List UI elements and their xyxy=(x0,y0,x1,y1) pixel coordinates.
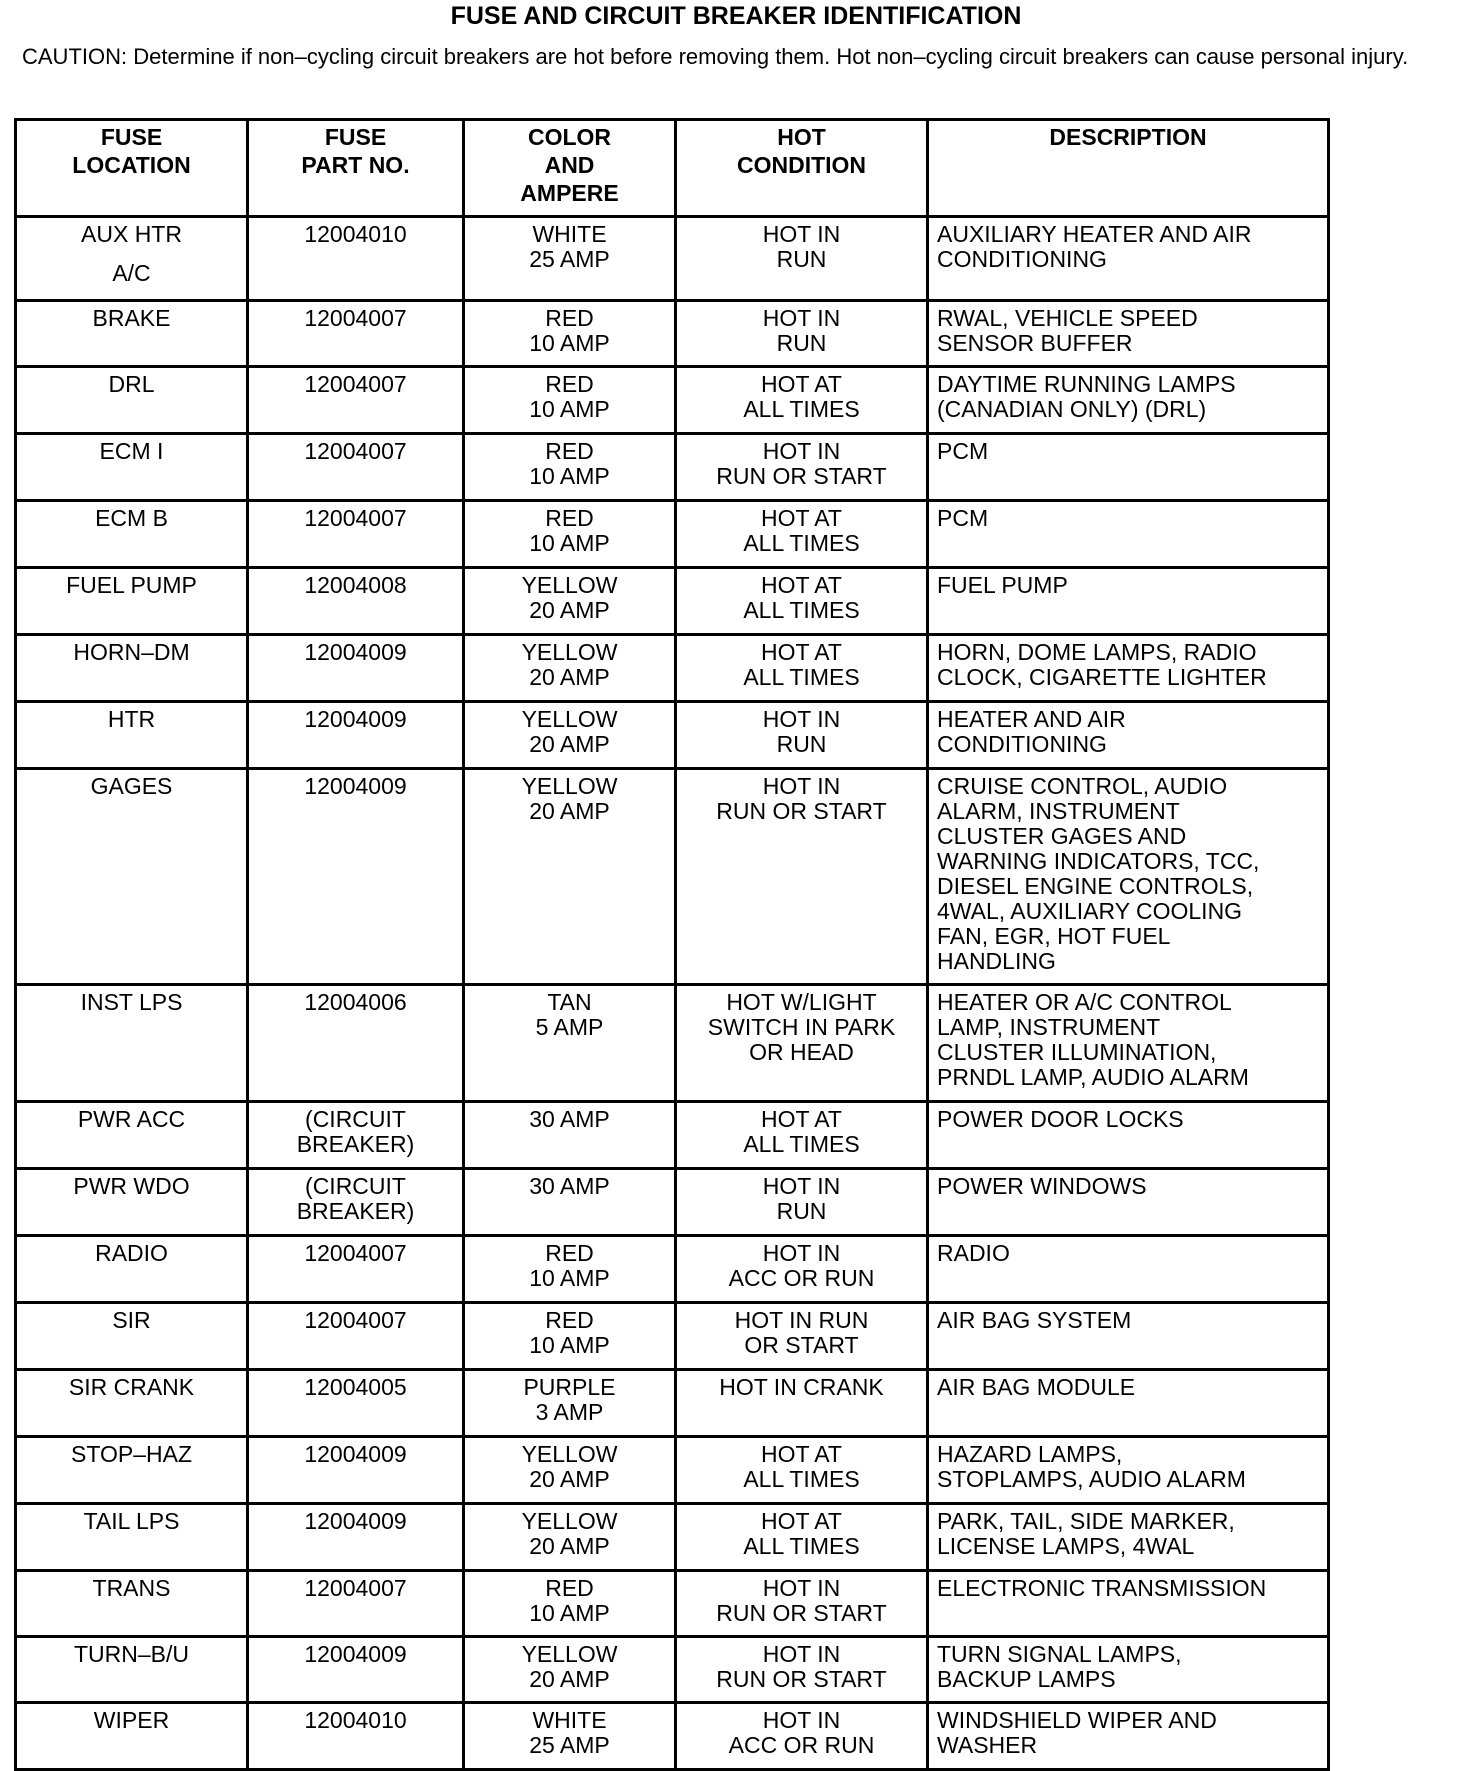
hot-condition-cell-text: HOT IN ACC OR RUN xyxy=(728,1707,875,1758)
fuse-location-cell-text: INST LPS xyxy=(80,989,183,1015)
hot-condition-cell-text: HOT AT ALL TIMES xyxy=(743,639,860,690)
description-cell-text: FUEL PUMP xyxy=(937,572,1068,598)
color-ampere-cell-text: TAN 5 AMP xyxy=(535,989,604,1040)
fuse-part-no-cell xyxy=(248,702,464,769)
hot-condition-cell-text: HOT AT ALL TIMES xyxy=(743,1106,860,1157)
table-row xyxy=(16,702,1329,769)
fuse-location-cell-text: PWR WDO xyxy=(73,1173,190,1199)
description-cell-text: HEATER AND AIR CONDITIONING xyxy=(937,706,1126,757)
fuse-location-cell xyxy=(16,434,248,501)
description-cell xyxy=(928,568,1329,635)
fuse-location-cell xyxy=(16,217,248,301)
color-ampere-cell xyxy=(464,702,676,769)
description-cell xyxy=(928,434,1329,501)
fuse-location-cell-text: HORN–DM xyxy=(73,639,190,665)
fuse-location-cell-text: GAGES xyxy=(90,773,173,799)
fuse-location-cell xyxy=(16,1169,248,1236)
description-cell-text: WINDSHIELD WIPER AND WASHER xyxy=(937,1707,1217,1758)
fuse-part-no-cell-text: 12004006 xyxy=(304,989,407,1015)
color-ampere-cell-text: 30 AMP xyxy=(529,1173,610,1199)
fuse-location-cell-text: STOP–HAZ xyxy=(71,1441,192,1467)
fuse-location-cell-text: PWR ACC xyxy=(77,1106,186,1132)
caution-note: CAUTION: Determine if non–cycling circuit breakers are hot before removing them. Hot non–cycling circuit breakers can cause personal injury. xyxy=(22,44,1409,69)
description-cell xyxy=(928,301,1329,367)
fuse-location-cell xyxy=(16,985,248,1102)
table-row xyxy=(16,985,1329,1102)
fuse-location-cell xyxy=(16,1236,248,1303)
fuse-location-cell xyxy=(16,1703,248,1770)
fuse-part-no-cell xyxy=(248,1303,464,1370)
color-ampere-cell xyxy=(464,1169,676,1236)
description-cell-text: HEATER OR A/C CONTROL LAMP, INSTRUMENT CLUSTER ILLUMINATION, PRNDL LAMP, AUDIO ALARM xyxy=(937,989,1249,1090)
description-cell xyxy=(928,217,1329,301)
fuse-location-cell-text: TAIL LPS xyxy=(83,1508,180,1534)
fuse-location-subtext: A/C xyxy=(112,260,151,286)
color-ampere-cell xyxy=(464,367,676,434)
header-hot-condition: HOT CONDITION xyxy=(676,120,928,217)
description-cell-text: AIR BAG MODULE xyxy=(937,1374,1136,1400)
description-cell-text: RWAL, VEHICLE SPEED SENSOR BUFFER xyxy=(937,305,1198,356)
description-cell xyxy=(928,635,1329,702)
fuse-part-no-cell xyxy=(248,635,464,702)
description-cell-text: PARK, TAIL, SIDE MARKER, LICENSE LAMPS, 4WAL xyxy=(937,1508,1235,1559)
fuse-location-cell xyxy=(16,769,248,985)
color-ampere-cell xyxy=(464,1102,676,1169)
hot-condition-cell xyxy=(676,1504,928,1571)
table-row xyxy=(16,1102,1329,1169)
description-cell xyxy=(928,1169,1329,1236)
fuse-part-no-cell xyxy=(248,301,464,367)
color-ampere-cell xyxy=(464,769,676,985)
description-cell xyxy=(928,985,1329,1102)
color-ampere-cell-text: RED 10 AMP xyxy=(529,438,610,489)
hot-condition-cell xyxy=(676,1303,928,1370)
color-ampere-cell xyxy=(464,1370,676,1437)
hot-condition-cell-text: HOT IN RUN OR START xyxy=(734,1307,869,1358)
hot-condition-cell xyxy=(676,1437,928,1504)
fuse-location-cell-text: SIR CRANK xyxy=(68,1374,195,1400)
description-cell-text: PCM xyxy=(937,438,989,464)
color-ampere-cell-text: YELLOW 20 AMP xyxy=(521,639,618,690)
hot-condition-cell xyxy=(676,434,928,501)
fuse-location-cell xyxy=(16,1437,248,1504)
color-ampere-cell-text: RED 10 AMP xyxy=(529,305,610,356)
color-ampere-cell-text: RED 10 AMP xyxy=(529,1240,610,1291)
fuse-part-no-cell-text: 12004010 xyxy=(304,221,407,247)
hot-condition-cell xyxy=(676,1571,928,1637)
fuse-part-no-cell-text: (CIRCUIT BREAKER) xyxy=(296,1106,415,1157)
fuse-location-cell-text: TURN–B/U xyxy=(73,1641,189,1667)
description-cell xyxy=(928,702,1329,769)
fuse-part-no-cell-text: 12004007 xyxy=(304,371,407,397)
description-cell xyxy=(928,1236,1329,1303)
hot-condition-cell-text: HOT W/LIGHT SWITCH IN PARK OR HEAD xyxy=(707,989,896,1065)
description-cell xyxy=(928,1703,1329,1770)
fuse-location-cell-text: HTR xyxy=(107,706,156,732)
fuse-part-no-cell-text: 12004009 xyxy=(304,639,407,665)
color-ampere-cell xyxy=(464,434,676,501)
fuse-location-cell xyxy=(16,1504,248,1571)
fuse-part-no-cell xyxy=(248,1102,464,1169)
fuse-part-no-cell-text: 12004009 xyxy=(304,1641,407,1667)
table-row xyxy=(16,1703,1329,1770)
header-description: DESCRIPTION xyxy=(928,120,1329,217)
fuse-location-cell xyxy=(16,1571,248,1637)
table-row xyxy=(16,1571,1329,1637)
description-cell-text: POWER DOOR LOCKS xyxy=(937,1106,1184,1132)
header-fuse-location: FUSE LOCATION xyxy=(16,120,248,217)
description-cell xyxy=(928,1437,1329,1504)
header-fuse-part-no: FUSE PART NO. xyxy=(248,120,464,217)
fuse-part-no-cell-text: 12004007 xyxy=(304,1307,407,1333)
hot-condition-cell-text: HOT IN RUN OR START xyxy=(716,438,887,489)
fuse-part-no-cell-text: 12004009 xyxy=(304,773,407,799)
table-header-row xyxy=(16,120,1329,217)
description-cell-text: AIR BAG SYSTEM xyxy=(937,1307,1132,1333)
hot-condition-cell xyxy=(676,1703,928,1770)
page-title: FUSE AND CIRCUIT BREAKER IDENTIFICATION xyxy=(450,2,1022,30)
fuse-part-no-cell xyxy=(248,1504,464,1571)
fuse-location-cell xyxy=(16,367,248,434)
hot-condition-cell xyxy=(676,1370,928,1437)
color-ampere-cell xyxy=(464,217,676,301)
table-row xyxy=(16,1637,1329,1703)
fuse-part-no-cell-text: 12004008 xyxy=(304,572,407,598)
color-ampere-cell-text: YELLOW 20 AMP xyxy=(521,1641,618,1692)
fuse-location-cell xyxy=(16,501,248,568)
hot-condition-cell xyxy=(676,501,928,568)
description-cell xyxy=(928,501,1329,568)
fuse-part-no-cell xyxy=(248,1637,464,1703)
hot-condition-cell-text: HOT IN CRANK xyxy=(719,1374,884,1400)
fuse-part-no-cell-text: 12004010 xyxy=(304,1707,407,1733)
table-row xyxy=(16,301,1329,367)
color-ampere-cell-text: YELLOW 20 AMP xyxy=(521,1508,618,1559)
fuse-part-no-cell-text: 12004007 xyxy=(304,438,407,464)
table-row xyxy=(16,434,1329,501)
description-cell-text: HAZARD LAMPS, STOPLAMPS, AUDIO ALARM xyxy=(937,1441,1246,1492)
color-ampere-cell xyxy=(464,501,676,568)
color-ampere-cell xyxy=(464,1637,676,1703)
fuse-table xyxy=(14,118,1330,1771)
description-cell-text: POWER WINDOWS xyxy=(937,1173,1147,1199)
fuse-part-no-cell xyxy=(248,1571,464,1637)
color-ampere-cell-text: RED 10 AMP xyxy=(529,1307,610,1358)
color-ampere-cell xyxy=(464,1571,676,1637)
hot-condition-cell xyxy=(676,1102,928,1169)
color-ampere-cell-text: YELLOW 20 AMP xyxy=(521,572,618,623)
fuse-part-no-cell-text: 12004007 xyxy=(304,305,407,331)
table-row xyxy=(16,568,1329,635)
fuse-part-no-cell-text: 12004005 xyxy=(304,1374,407,1400)
fuse-location-cell xyxy=(16,301,248,367)
hot-condition-cell xyxy=(676,568,928,635)
fuse-location-cell-text: DRL xyxy=(108,371,155,397)
fuse-location-cell xyxy=(16,1637,248,1703)
color-ampere-cell xyxy=(464,1303,676,1370)
color-ampere-cell-text: RED 10 AMP xyxy=(529,371,610,422)
fuse-part-no-cell xyxy=(248,367,464,434)
header-color-ampere: COLOR AND AMPERE xyxy=(464,120,676,217)
table-row xyxy=(16,1504,1329,1571)
hot-condition-cell xyxy=(676,769,928,985)
color-ampere-cell-text: WHITE 25 AMP xyxy=(529,1707,610,1758)
fuse-location-cell xyxy=(16,1102,248,1169)
table-row xyxy=(16,367,1329,434)
fuse-location-cell xyxy=(16,702,248,769)
description-cell xyxy=(928,769,1329,985)
table-row xyxy=(16,635,1329,702)
fuse-location-cell-text: FUEL PUMP xyxy=(66,572,197,598)
description-cell-text: HORN, DOME LAMPS, RADIO CLOCK, CIGARETTE LIGHTER xyxy=(937,639,1267,690)
description-cell-text: AUXILIARY HEATER AND AIR CONDITIONING xyxy=(937,221,1252,272)
description-cell xyxy=(928,1637,1329,1703)
color-ampere-cell xyxy=(464,985,676,1102)
hot-condition-cell xyxy=(676,635,928,702)
hot-condition-cell-text: HOT IN RUN xyxy=(762,706,841,757)
color-ampere-cell xyxy=(464,568,676,635)
description-cell-text: ELECTRONIC TRANSMISSION xyxy=(937,1575,1267,1601)
color-ampere-cell-text: PURPLE 3 AMP xyxy=(523,1374,616,1425)
description-cell-text: CRUISE CONTROL, AUDIO ALARM, INSTRUMENT CLUSTER GAGES AND WARNING INDICATORS, TCC, DIESEL ENGINE CONTROLS, 4WAL, AUXILIARY COOLING FAN, EGR, HOT FUEL HANDLING xyxy=(937,773,1260,974)
hot-condition-cell-text: HOT AT ALL TIMES xyxy=(743,572,860,623)
table-row xyxy=(16,769,1329,985)
table-row xyxy=(16,1437,1329,1504)
hot-condition-cell-text: HOT IN RUN xyxy=(762,221,841,272)
fuse-location-cell-text: BRAKE xyxy=(92,305,171,331)
hot-condition-cell xyxy=(676,1169,928,1236)
color-ampere-cell xyxy=(464,1437,676,1504)
fuse-part-no-cell-text: 12004007 xyxy=(304,505,407,531)
hot-condition-cell-text: HOT IN RUN xyxy=(762,1173,841,1224)
fuse-part-no-cell xyxy=(248,1236,464,1303)
description-cell-text: PCM xyxy=(937,505,989,531)
hot-condition-cell-text: HOT AT ALL TIMES xyxy=(743,1508,860,1559)
table-row xyxy=(16,1370,1329,1437)
fuse-part-no-cell xyxy=(248,1437,464,1504)
hot-condition-cell-text: HOT IN RUN OR START xyxy=(716,773,887,824)
color-ampere-cell xyxy=(464,301,676,367)
hot-condition-cell xyxy=(676,702,928,769)
table-row xyxy=(16,1169,1329,1236)
color-ampere-cell-text: RED 10 AMP xyxy=(529,1575,610,1626)
hot-condition-cell-text: HOT IN RUN OR START xyxy=(716,1575,887,1626)
description-cell xyxy=(928,1571,1329,1637)
description-cell xyxy=(928,1102,1329,1169)
color-ampere-cell-text: WHITE 25 AMP xyxy=(529,221,610,272)
fuse-part-no-cell xyxy=(248,568,464,635)
color-ampere-cell xyxy=(464,1703,676,1770)
description-cell xyxy=(928,367,1329,434)
fuse-location-cell xyxy=(16,568,248,635)
fuse-part-no-cell xyxy=(248,434,464,501)
fuse-location-cell xyxy=(16,1370,248,1437)
fuse-part-no-cell-text: 12004009 xyxy=(304,1441,407,1467)
description-cell-text: DAYTIME RUNNING LAMPS (CANADIAN ONLY) (DRL) xyxy=(937,371,1236,422)
fuse-location-cell-text: ECM B xyxy=(95,505,168,531)
hot-condition-cell-text: HOT IN ACC OR RUN xyxy=(728,1240,875,1291)
fuse-location-cell-text: AUX HTR xyxy=(81,221,182,247)
hot-condition-cell xyxy=(676,301,928,367)
fuse-part-no-cell xyxy=(248,985,464,1102)
hot-condition-cell-text: HOT AT ALL TIMES xyxy=(743,505,860,556)
description-cell-text: TURN SIGNAL LAMPS, BACKUP LAMPS xyxy=(937,1641,1182,1692)
hot-condition-cell xyxy=(676,985,928,1102)
fuse-location-cell-text: ECM I xyxy=(99,438,164,464)
color-ampere-cell-text: YELLOW 20 AMP xyxy=(521,706,618,757)
color-ampere-cell-text: YELLOW 20 AMP xyxy=(521,1441,618,1492)
fuse-location-cell-text: RADIO xyxy=(95,1240,168,1266)
fuse-location-cell-text: WIPER xyxy=(93,1707,170,1733)
description-cell xyxy=(928,1303,1329,1370)
hot-condition-cell-text: HOT IN RUN xyxy=(762,305,841,356)
fuse-part-no-cell-text: 12004009 xyxy=(304,1508,407,1534)
color-ampere-cell-text: RED 10 AMP xyxy=(529,505,610,556)
color-ampere-cell-text: 30 AMP xyxy=(529,1106,610,1132)
fuse-location-cell xyxy=(16,635,248,702)
hot-condition-cell-text: HOT AT ALL TIMES xyxy=(743,1441,860,1492)
fuse-part-no-cell-text: 12004009 xyxy=(304,706,407,732)
fuse-part-no-cell xyxy=(248,217,464,301)
fuse-part-no-cell xyxy=(248,1169,464,1236)
fuse-location-cell-text: SIR xyxy=(112,1307,151,1333)
color-ampere-cell-text: YELLOW 20 AMP xyxy=(521,773,618,824)
fuse-part-no-cell xyxy=(248,1703,464,1770)
fuse-part-no-cell xyxy=(248,501,464,568)
fuse-part-no-cell-text: 12004007 xyxy=(304,1240,407,1266)
table-row xyxy=(16,1236,1329,1303)
hot-condition-cell xyxy=(676,1637,928,1703)
fuse-part-no-cell-text: (CIRCUIT BREAKER) xyxy=(296,1173,415,1224)
description-cell-text: RADIO xyxy=(937,1240,1010,1266)
table-row xyxy=(16,217,1329,301)
fuse-part-no-cell-text: 12004007 xyxy=(304,1575,407,1601)
hot-condition-cell xyxy=(676,367,928,434)
table-row xyxy=(16,1303,1329,1370)
color-ampere-cell xyxy=(464,1504,676,1571)
fuse-location-cell xyxy=(16,1303,248,1370)
table-row xyxy=(16,501,1329,568)
hot-condition-cell-text: HOT IN RUN OR START xyxy=(716,1641,887,1692)
color-ampere-cell xyxy=(464,1236,676,1303)
fuse-location-cell-text: TRANS xyxy=(92,1575,171,1601)
hot-condition-cell xyxy=(676,1236,928,1303)
hot-condition-cell-text: HOT AT ALL TIMES xyxy=(743,371,860,422)
color-ampere-cell xyxy=(464,635,676,702)
description-cell xyxy=(928,1370,1329,1437)
hot-condition-cell xyxy=(676,217,928,301)
fuse-part-no-cell xyxy=(248,769,464,985)
fuse-part-no-cell xyxy=(248,1370,464,1437)
description-cell xyxy=(928,1504,1329,1571)
